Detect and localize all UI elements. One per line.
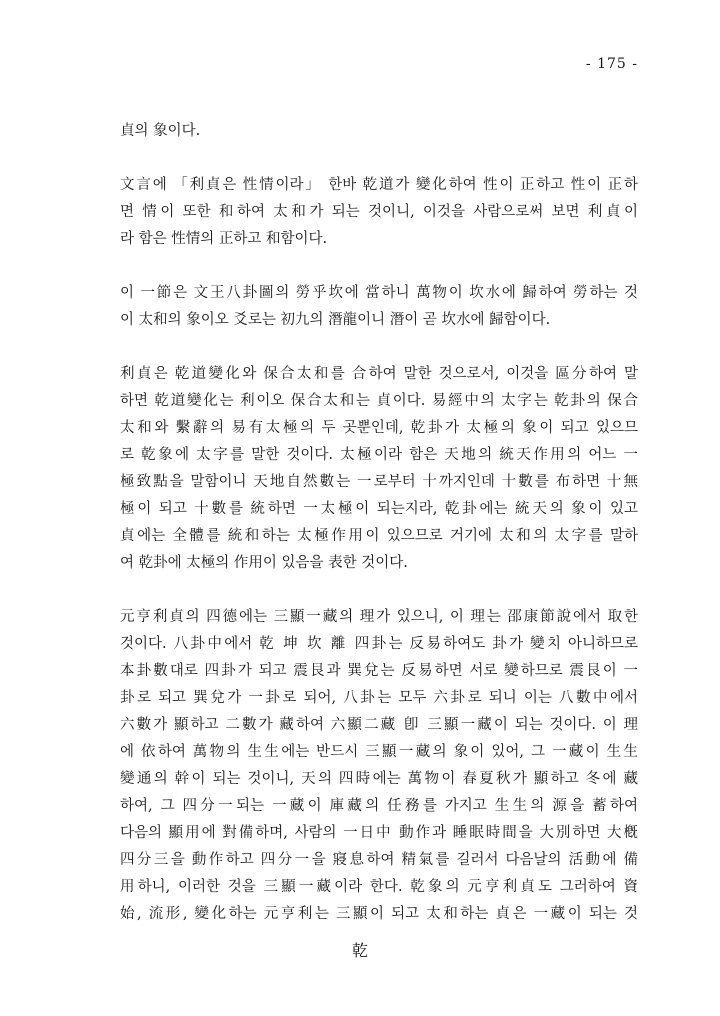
text-line: 하여, 그 四分一되는 一藏이 庫藏의 任務를 가지고 生生의 源을 蓄하여 — [120, 798, 638, 814]
text-line: 極致點을 말함이니 天地自然數는 一로부터 十까지인데 十數를 布하면 十無 — [120, 474, 638, 490]
body-text — [120, 118, 638, 955]
text-line: 면 情이 또한 和하여 太和가 되는 것이니, 이것을 사람으로써 보면 利貞이 — [120, 204, 638, 220]
text-line: 에 依하여 萬物의 生生에는 반드시 三顯一藏의 象이 있어, 그 一藏이 生生 — [120, 744, 638, 760]
text-line: 六數가 顯하고 二數가 藏하여 六顯二藏 卽 三顯一藏이 되는 것이다. 이 理 — [120, 717, 638, 733]
text-line: 이 太和의 象이오 爻로는 初九의 潛龍이니 潛이 곧 坎水에 歸함이다. — [120, 312, 551, 328]
text-line: 라 함은 性情의 正하고 和함이다. — [120, 231, 328, 247]
text-line: 變通의 幹이 되는 것이니, 天의 四時에는 萬物이 春夏秋가 顯하고 冬에 藏 — [120, 771, 638, 787]
text-line: 太和와 繫辭의 易有太極의 두 곳뿐인데, 乾卦가 太極의 象이 되고 있으므 — [120, 420, 638, 436]
footer-chapter-label: 乾 — [351, 941, 368, 960]
text-line: 貞에는 全體를 統和하는 太極作用이 있으므로 거기에 太和의 太字를 말하 — [120, 528, 638, 544]
text-line: 이 一節은 文王八卦圖의 勞乎坎에 當하니 萬物이 坎水에 歸하여 勞하는 것 — [120, 285, 638, 301]
paragraph — [120, 172, 638, 253]
paragraph — [120, 280, 638, 334]
text-line: 여 乾卦에 太極의 作用이 있음을 表한 것이다. — [120, 555, 408, 571]
text-line: 것이다. 八卦中에서 乾 坤 坎 離 四卦는 反易하여도 卦가 變치 아니하므로 — [120, 636, 638, 652]
text-line: 本卦數대로 四卦가 되고 震艮과 巽兌는 反易하면 서로 變하므로 震艮이 一 — [120, 663, 638, 679]
text-line: 始, 流形, 變化하는 元亨利는 三顯이 되고 太和하는 貞은 一藏이 되는 것 — [120, 906, 638, 922]
text-line: 다음의 顯用에 對備하며, 사람의 一日中 動作과 睡眠時間을 大別하면 大槪 — [120, 825, 638, 841]
text-line: 用하니, 이러한 것을 三顯一藏이라 한다. 乾象의 元亨利貞도 그러하여 資 — [120, 879, 638, 895]
text-line: 貞의 象이다. — [120, 123, 201, 139]
text-line: 하면 乾道變化는 利이오 保合太和는 貞이다. 易經中의 太字는 乾卦의 保合 — [120, 393, 638, 409]
paragraph — [120, 361, 638, 577]
paragraph — [120, 604, 638, 928]
text-line: 利貞은 乾道變化와 保合太和를 合하여 말한 것으로서, 이것을 區分하여 말 — [120, 366, 638, 382]
text-line: 로 乾象에 太字를 말한 것이다. 太極이라 함은 天地의 統天作用의 어느 一 — [120, 447, 638, 463]
text-line: 文言에 「利貞은 性情이라」 한바 乾道가 變化하여 性이 正하고 性이 正하 — [120, 177, 638, 193]
page-number: - 175 - — [585, 56, 638, 72]
text-line: 極이 되고 十數를 統하면 一太極이 되는지라, 乾卦에는 統天의 象이 있고 — [120, 501, 638, 517]
text-line: 卦로 되고 巽兌가 一卦로 되어, 八卦는 모두 六卦로 되니 이는 八數中에서 — [120, 690, 638, 706]
text-line: 四分三을 動作하고 四分一을 寢息하여 精氣를 길러서 다음날의 活動에 備 — [120, 852, 638, 868]
paragraph — [120, 118, 638, 145]
text-line: 元亨利貞의 四德에는 三顯一藏의 理가 있으니, 이 理는 邵康節說에서 取한 — [120, 609, 638, 625]
